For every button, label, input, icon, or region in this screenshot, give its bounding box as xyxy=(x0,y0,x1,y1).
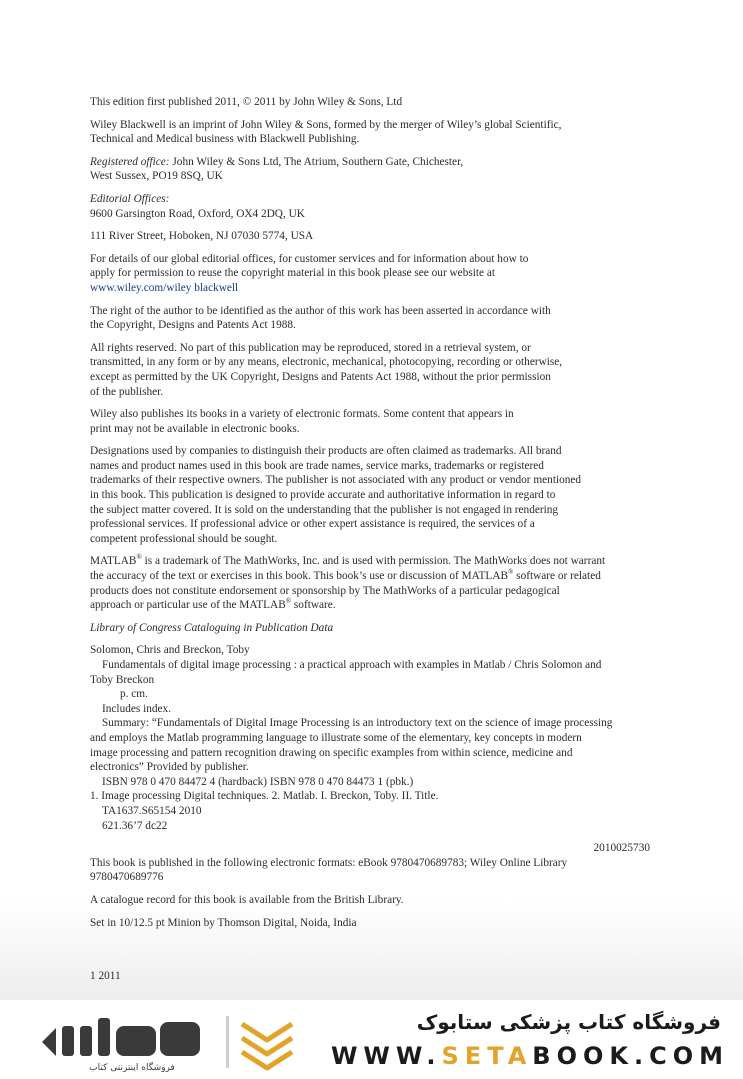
setabook-logo xyxy=(32,1012,302,1072)
website-link[interactable]: www.wiley.com/wiley blackwell xyxy=(90,281,239,294)
matlab-trademark: MATLAB® is a trademark of The MathWorks, Inc. and is used with permission. The MathWorks does not warrant the accuracy of the text or exercises in this book. This book’s use or discussion of MATLAB® software or related products does not constitute endorsement or sponsorship by The MathWorks of a particular pedagogical approach or particular use of the MATLAB® software. xyxy=(90,553,606,612)
watermark-banner xyxy=(0,1000,743,1079)
copyright-page xyxy=(90,95,650,938)
details-paragraph: For details of our global editorial offices, for customer services and for information about how to apply for permission to reuse the copyright material in this book please see our website at www.wiley.com/wiley blackwell xyxy=(90,252,650,296)
us-office: 111 River Street, Hoboken, NJ 07030 5774, USA xyxy=(90,230,314,243)
editorial-offices: Editorial Offices: 9600 Garsington Road, Oxford, OX4 2DQ, UK xyxy=(90,192,305,220)
author-rights: The right of the author to be identified as the author of this work has been asserted in accordance with the Copyright, Designs and Patents Act 1988. xyxy=(90,304,551,332)
cip-title: Library of Congress Cataloguing in Publication Data xyxy=(90,621,334,634)
print-line: 1 2011 xyxy=(90,970,121,982)
designations-paragraph: Designations used by companies to distinguish their products are often claimed as trademarks. All brand names and product names used in this book are trade names, service marks, trademarks or registered trademarks of their respective owners. The publisher is not associated with any product or vendor mentioned in this book. This publication is designed to provide accurate and authoritative information in regard to the subject matter covered. It is sold on the understanding that the publisher is not engaged in rendering professional services. If professional advice or other expert assistance is required, the services of a competent professional should be sought. xyxy=(90,445,582,545)
registered-office: Registered office: John Wiley & Sons Ltd, The Atrium, Southern Gate, Chichester, West Sussex, PO19 8SQ, UK xyxy=(90,155,464,183)
all-rights-reserved: All rights reserved. No part of this publication may be reproduced, stored in a retrieval system, or transmitted, in any form or by any means, electronic, mechanical, photocopying, recording or otherwise, except as permitted by the UK Copyright, Designs and Patents Act 1988, without the prior permission of the publisher. xyxy=(90,341,563,398)
shop-url[interactable]: WWW.SETABOOK.COM xyxy=(330,1042,729,1070)
typeset-note: Set in 10/12.5 pt Minion by Thomson Digital, Noida, India xyxy=(90,916,357,929)
cip-record: Solomon, Chris and Breckon, Toby Fundamentals of digital image processing : a practical approach with examples in Matlab / Chris Solomon and Toby Breckon p. cm. Includes index. Summary: “Fundamentals of Digital Image Processing is an introductory text on the science of image processing and employs the Matlab programming language to illustrate some of the elementary, key concepts in modern image processing and pattern recognition drawing on specific examples from within science, medicine and electronics” Provided by publisher. ISBN 978 0 470 84472 4 (hardback) ISBN 978 0 470 84473 1 (pbk.) 1. Image processing Digital techniques. 2. Matlab. I. Breckon, Toby. II. Title. TA1637.S65154 2010 621.36’7 dc22 2010025730 xyxy=(90,644,650,855)
imprint-paragraph: Wiley Blackwell is an imprint of John Wiley & Sons, formed by the merger of Wiley’s global Scientific, Technical and Medical business with Blackwell Publishing. xyxy=(90,118,562,146)
lccn: 2010025730 xyxy=(593,842,650,855)
electronic-formats-isbn: This book is published in the following electronic formats: eBook 9780470689783; Wiley Online Library 9780470689776 xyxy=(90,856,568,884)
electronic-formats-note: Wiley also publishes its books in a variety of electronic formats. Some content that appears in print may not be available in electronic books. xyxy=(90,408,514,435)
catalogue-record: A catalogue record for this book is available from the British Library. xyxy=(90,893,404,906)
edition-line: This edition first published 2011, © 2011 by John Wiley & Sons, Ltd xyxy=(90,96,403,108)
shop-name: فروشگاه کتاب پزشکی ستابوک xyxy=(416,1010,721,1034)
logo-text: فروشگاه اینترنتی کتاب xyxy=(89,1063,175,1072)
